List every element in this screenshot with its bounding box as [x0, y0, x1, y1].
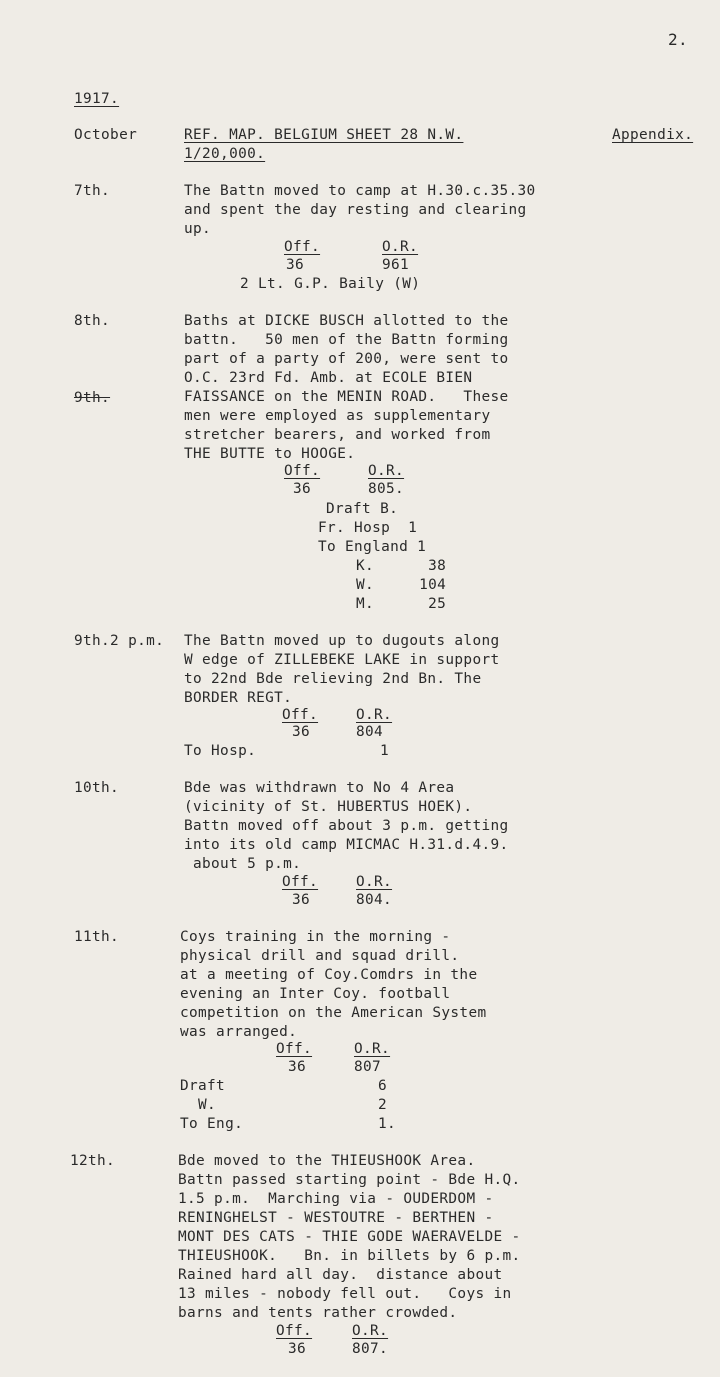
entry-line: 13 miles - nobody fell out. Coys in — [178, 1286, 512, 1302]
entry-line: and spent the day resting and clearing — [184, 202, 527, 218]
entry-line: men were employed as supplementary — [184, 408, 491, 424]
off-value: 36 — [288, 1341, 307, 1357]
entry-line: THE BUTTE to HOOGE. — [184, 446, 356, 462]
or-value: 807 — [354, 1059, 382, 1075]
casualty-note: 2 Lt. G.P. Baily (W) — [240, 276, 421, 292]
off-label: Off. — [284, 463, 321, 479]
or-label: O.R. — [354, 1041, 391, 1057]
entry-date: 11th. — [74, 929, 120, 945]
off-label: Off. — [282, 707, 319, 723]
entry-line: Bde moved to the THIEUSHOOK Area. — [178, 1153, 476, 1169]
entry-line: evening an Inter Coy. football — [180, 986, 451, 1002]
entry-line: MONT DES CATS - THIE GODE WAERAVELDE - — [178, 1229, 521, 1245]
entry-line: competition on the American System — [180, 1005, 487, 1021]
or-value: 961 — [382, 257, 410, 273]
row-value: 1. — [378, 1116, 397, 1132]
row-value: 6 — [378, 1078, 388, 1094]
detail-line: Draft B. — [326, 501, 399, 517]
entry-line: Bde was withdrawn to No 4 Area — [184, 780, 455, 796]
entry-line: barns and tents rather crowded. — [178, 1305, 458, 1321]
entry-line: Rained hard all day. distance about — [178, 1267, 503, 1283]
entry-date: 12th. — [70, 1153, 116, 1169]
entry-line: up. — [184, 221, 212, 237]
entry-line: RENINGHELST - WESTOUTRE - BERTHEN - — [178, 1210, 494, 1226]
appendix-label: Appendix. — [612, 127, 694, 143]
off-value: 36 — [288, 1059, 307, 1075]
entry-line: stretcher bearers, and worked from — [184, 427, 491, 443]
off-value: 36 — [292, 724, 311, 740]
or-label: O.R. — [356, 874, 393, 890]
entry-line: The Battn moved up to dugouts along — [184, 633, 500, 649]
or-label: O.R. — [352, 1323, 389, 1339]
or-value: 804 — [356, 724, 384, 740]
entry-line: 1.5 p.m. Marching via - OUDERDOM - — [178, 1191, 494, 1207]
row-label: Draft — [180, 1078, 226, 1094]
month-label: October — [74, 127, 138, 143]
year-heading: 1917. — [74, 91, 120, 107]
row-value: 1 — [380, 743, 390, 759]
off-value: 36 — [286, 257, 305, 273]
detail-line: To England 1 — [318, 539, 427, 555]
detail-line: W. 104 — [356, 577, 447, 593]
entry-line: Battn passed starting point - Bde H.Q. — [178, 1172, 521, 1188]
off-label: Off. — [276, 1323, 313, 1339]
entry-line: Baths at DICKE BUSCH allotted to the — [184, 313, 509, 329]
entry-date: 8th. — [74, 313, 111, 329]
entry-line: at a meeting of Coy.Comdrs in the — [180, 967, 478, 983]
entry-line: Battn moved off about 3 p.m. getting — [184, 818, 509, 834]
detail-line: K. 38 — [356, 558, 447, 574]
row-label: W. — [180, 1097, 217, 1113]
or-label: O.R. — [368, 463, 405, 479]
entry-line: The Battn moved to camp at H.30.c.35.30 — [184, 183, 536, 199]
page-number: 2. — [668, 30, 688, 49]
entry-line: O.C. 23rd Fd. Amb. at ECOLE BIEN — [184, 370, 473, 386]
detail-line: M. 25 — [356, 596, 447, 612]
entry-date: 7th. — [74, 183, 111, 199]
struck-margin-date: 9th. — [74, 390, 111, 406]
entry-date: 10th. — [74, 780, 120, 796]
ref-map-line1: REF. MAP. BELGIUM SHEET 28 N.W. — [184, 127, 464, 143]
entry-line: about 5 p.m. — [184, 856, 302, 872]
entry-line: to 22nd Bde relieving 2nd Bn. The — [184, 671, 482, 687]
entry-line: part of a party of 200, were sent to — [184, 351, 509, 367]
ref-map-line2: 1/20,000. — [184, 146, 266, 162]
off-value: 36 — [292, 892, 311, 908]
detail-line: Fr. Hosp 1 — [318, 520, 418, 536]
entry-line: W edge of ZILLEBEKE LAKE in support — [184, 652, 500, 668]
row-label: To Eng. — [180, 1116, 244, 1132]
entry-line: (vicinity of St. HUBERTUS HOEK). — [184, 799, 473, 815]
or-label: O.R. — [356, 707, 393, 723]
entry-date: 9th.2 p.m. — [74, 633, 165, 649]
entry-line: battn. 50 men of the Battn forming — [184, 332, 509, 348]
off-value: 36 — [293, 481, 312, 497]
row-value: 2 — [378, 1097, 388, 1113]
off-label: Off. — [276, 1041, 313, 1057]
entry-line: physical drill and squad drill. — [180, 948, 460, 964]
off-label: Off. — [284, 239, 321, 255]
entry-line: BORDER REGT. — [184, 690, 293, 706]
or-label: O.R. — [382, 239, 419, 255]
or-value: 807. — [352, 1341, 389, 1357]
entry-line: into its old camp MICMAC H.31.d.4.9. — [184, 837, 509, 853]
or-value: 804. — [356, 892, 393, 908]
entry-line: THIEUSHOOK. Bn. in billets by 6 p.m. — [178, 1248, 521, 1264]
entry-line: was arranged. — [180, 1024, 298, 1040]
or-value: 805. — [368, 481, 405, 497]
row-label: To Hosp. — [184, 743, 257, 759]
off-label: Off. — [282, 874, 319, 890]
entry-line: FAISSANCE on the MENIN ROAD. These — [184, 389, 509, 405]
entry-line: Coys training in the morning - — [180, 929, 451, 945]
